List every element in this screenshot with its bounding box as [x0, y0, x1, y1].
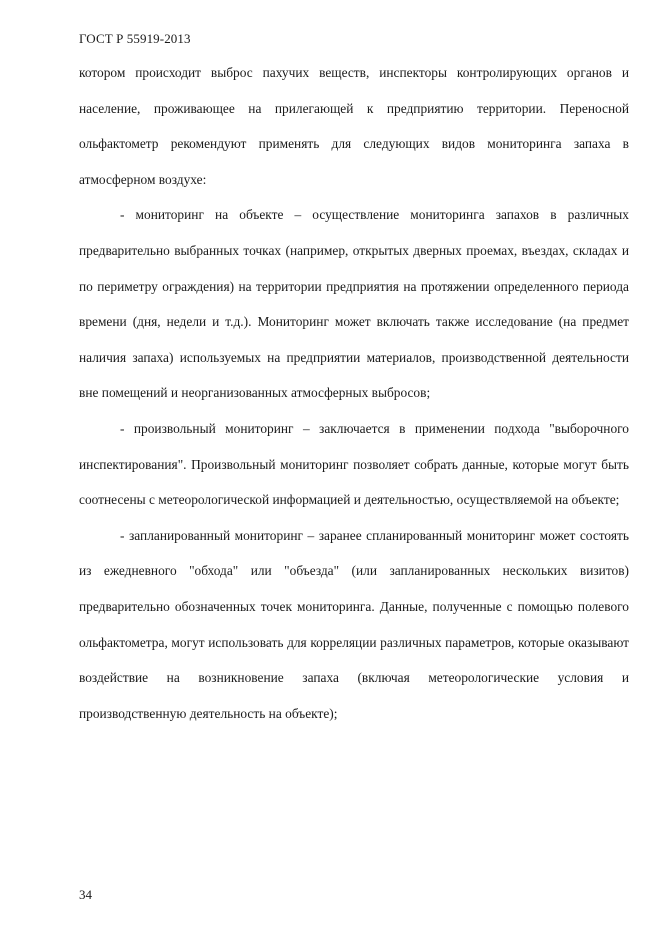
page-number: 34 [79, 887, 92, 902]
document-body [79, 55, 629, 731]
list-item-planned-monitoring: - запланированный мониторинг – заранее спланированный мониторинг может состоять из ежедневного "обхода" или "объезда" (или запланированных нескольких визитов) предварительно обозначенных точек мониторинга. Данные, полученные с помощью полевого ольфактометра, могут использовать для корреляции различных параметров, которые оказывают воздействие на возникновение запаха (включая метеорологические условия и производственную деятельность на объекте); [79, 527, 629, 721]
paragraph-continuation: котором происходит выброс пахучих веществ, инспекторы контролирующих органов и население, проживающее на прилегающей к предприятию территории. Переносной ольфактометр рекомендуют применять для следующих видов мониторинга запаха в атмосферном воздухе: [79, 65, 629, 187]
list-item-onsite-monitoring: - мониторинг на объекте – осуществление мониторинга запахов в различных предварительно выбранных точках (например, открытых дверных проемах, въездах, складах и по периметру ограждения) на территории предприятия на протяжении определенного периода времени (дня, недели и т.д.). Мониторинг может включать также исследование (на предмет наличия запаха) используемых на предприятии материалов, производственной деятельности вне помещений и неорганизованных атмосферных выбросов; [79, 207, 629, 401]
document-header: ГОСТ Р 55919-2013 [79, 31, 191, 46]
list-item-random-monitoring: - произвольный мониторинг – заключается в применении подхода "выборочного инспектирования". Произвольный мониторинг позволяет собрать данные, которые могут быть соотнесены с метеорологической информацией и деятельностью, осуществляемой на объекте; [79, 420, 629, 508]
